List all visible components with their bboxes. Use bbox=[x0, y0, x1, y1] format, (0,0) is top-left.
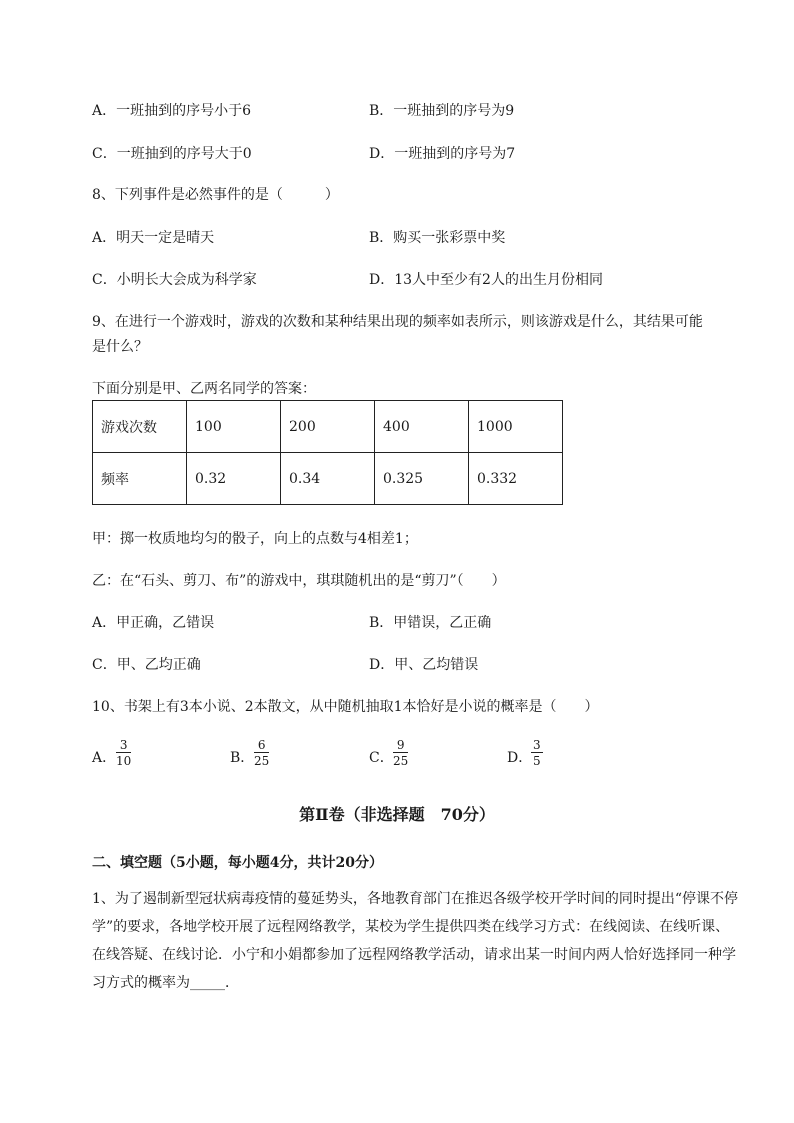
q8-option-b: B．购买一张彩票中奖 bbox=[369, 230, 506, 246]
q9-intro: 下面分别是甲、乙两名同学的答案： bbox=[92, 381, 316, 397]
q9-stem-line1: 9、在进行一个游戏时，游戏的次数和某种结果出现的频率如表所示，则该游戏是什么，其结果可能 bbox=[92, 314, 703, 330]
table-cell: 400 bbox=[375, 401, 469, 453]
q10-option-a-fraction bbox=[116, 738, 131, 769]
fraction-numerator: 3 bbox=[116, 738, 131, 753]
table-cell: 0.325 bbox=[375, 453, 469, 505]
fraction-denominator: 25 bbox=[393, 754, 409, 768]
fraction-denominator: 25 bbox=[254, 754, 270, 768]
q10-option-b-fraction bbox=[254, 738, 269, 769]
q7-option-a: A．一班抽到的序号小于6 bbox=[92, 103, 252, 119]
fraction-denominator: 5 bbox=[533, 754, 541, 768]
q10-option-c-label: C． bbox=[369, 750, 394, 766]
fraction-numerator: 3 bbox=[533, 738, 541, 752]
q8-option-a: A．明天一定是晴天 bbox=[92, 230, 215, 246]
q9-option-a: A．甲正确，乙错误 bbox=[92, 615, 215, 631]
table-cell: 游戏次数 bbox=[93, 401, 187, 453]
q7-option-d: D．一班抽到的序号为7 bbox=[369, 146, 516, 162]
table-cell: 1000 bbox=[469, 401, 563, 453]
table-cell: 0.32 bbox=[187, 453, 281, 505]
q10-option-d-label: D． bbox=[507, 750, 533, 766]
q7-option-c: C．一班抽到的序号大于0 bbox=[92, 146, 252, 162]
q9-answer-jia: 甲：掷一枚质地均匀的骰子，向上的点数与4相差1； bbox=[92, 531, 418, 547]
q7-option-b: B．一班抽到的序号为9 bbox=[369, 103, 515, 119]
frequency-table bbox=[92, 400, 563, 505]
q9-option-b: B．甲错误，乙正确 bbox=[369, 615, 492, 631]
q9-option-d: D．甲、乙均错误 bbox=[369, 657, 479, 673]
table-row bbox=[93, 453, 563, 505]
q10-stem: 10、书架上有3本小说、2本散文，从中随机抽取1本恰好是小说的概率是（ ） bbox=[92, 699, 599, 715]
q9-option-c: C．甲、乙均正确 bbox=[92, 657, 201, 673]
fraction-denominator: 10 bbox=[116, 754, 132, 768]
q8-stem: 8、下列事件是必然事件的是（ ） bbox=[92, 187, 339, 203]
fill-in-question-1: 1、为了遏制新型冠状病毒疫情的蔓延势头，各地教育部门在推迟各级学校开学时间的同时提出“停课不停学”的要求，各地学校开展了远程网络教学，某校为学生提供四类在线学习方式：在线阅读、在线听课、在线答疑、在线讨论．小宁和小娟都参加了远程网络教学活动，请求出某一时间内两人恰好选择同一种学习方式的概率为_____． bbox=[92, 891, 739, 991]
table-cell: 频率 bbox=[93, 453, 187, 505]
q10-option-a-label: A． bbox=[92, 750, 117, 766]
table-row bbox=[93, 401, 563, 453]
q9-stem-line2: 是什么？ bbox=[92, 339, 148, 355]
q8-option-d: D．13人中至少有2人的出生月份相同 bbox=[369, 272, 603, 288]
fraction-numerator: 6 bbox=[254, 738, 269, 753]
q10-option-c-fraction bbox=[393, 738, 408, 769]
table-cell: 200 bbox=[281, 401, 375, 453]
table-cell: 100 bbox=[187, 401, 281, 453]
section-title: 第Ⅱ卷（非选择题 70分） bbox=[299, 805, 495, 824]
q9-answer-yi: 乙：在“石头、剪刀、布”的游戏中，琪琪随机出的是“剪刀”（ ） bbox=[92, 573, 506, 589]
q10-option-b-label: B． bbox=[230, 750, 255, 766]
fill-in-heading: 二、填空题（5小题，每小题4分，共计20分） bbox=[92, 855, 383, 871]
table-cell: 0.332 bbox=[469, 453, 563, 505]
table-cell: 0.34 bbox=[281, 453, 375, 505]
q10-option-d-fraction bbox=[531, 738, 543, 769]
q8-option-c: C．小明长大会成为科学家 bbox=[92, 272, 257, 288]
fraction-numerator: 9 bbox=[393, 738, 408, 753]
